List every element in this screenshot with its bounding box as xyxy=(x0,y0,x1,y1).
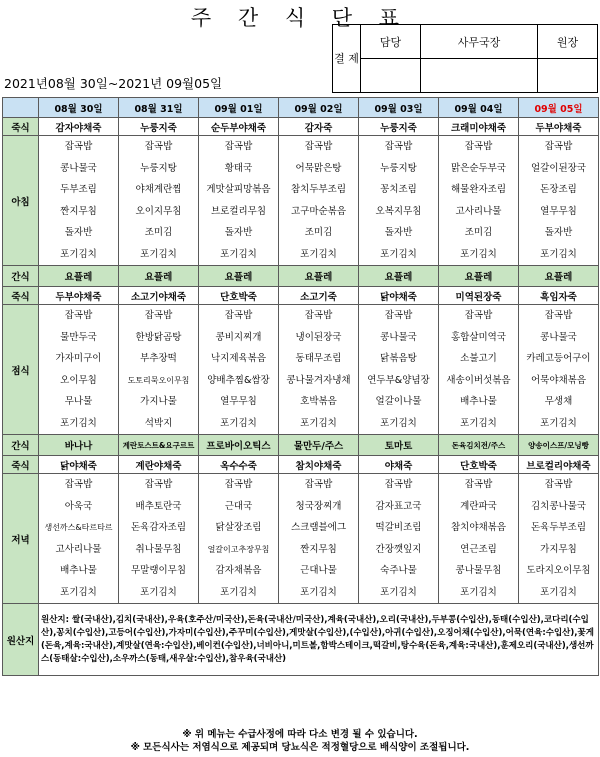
menu-cell: 프로바이오틱스 xyxy=(199,435,279,456)
dinner-row xyxy=(3,474,599,604)
menu-cell: 닭야채죽 xyxy=(39,456,119,474)
origin-info: 원산지: 쌀(국내산),김치(국내산),우육(호주산/미국산),돈육(국내산/미국산),계육(국내산),오리(국내산),두부콩(수입산),동태(수입산),코다리(수입산),꽁치(수입산),고등어(수입산),가자미(수입산),주꾸미(수입산),게맛살(수입산),(수입산),아귀(수입산),오징어채(수입산),어묵(연육:수입산),꽃게(돈육,계육:국내산),계맛살(연육:수입산),베이컨(수입산),너비아니,미트볼,함박스테이크,떡갈비,탕수육(돈육,계육:국내산),훈제오리(국내산),생선까스(동태살:수입산),소우까스(동태,새우살:수입산),참우육(국내산) xyxy=(39,604,599,676)
dish-item: 잡곡밥 xyxy=(304,310,333,321)
menu-cell xyxy=(359,474,439,604)
menu-cell: 양송이스프/모닝빵 xyxy=(519,435,599,456)
dish-item: 콩나물무침 xyxy=(455,565,502,576)
dish-item: 조미김 xyxy=(144,227,173,238)
row-label-lunch-soup: 죽식 xyxy=(3,287,39,305)
snack2-row xyxy=(3,435,599,456)
footer-notes xyxy=(0,728,600,754)
menu-cell: 브로컬리야채죽 xyxy=(519,456,599,474)
dish-item: 고사리나물 xyxy=(55,543,102,555)
menu-cell: 흑임자죽 xyxy=(519,287,599,305)
dish-item: 돌자반 xyxy=(384,227,413,238)
dish-item: 생선까스&타르타르 xyxy=(44,523,113,532)
dish-item: 돌자반 xyxy=(544,227,573,238)
dish-item: 배추나물 xyxy=(60,565,97,576)
dish-item: 배추나물 xyxy=(460,396,497,407)
dish-item: 잡곡밥 xyxy=(544,479,573,490)
dish-item: 잡곡밥 xyxy=(64,141,93,152)
dish-item: 포기김치 xyxy=(140,586,177,598)
menu-cell: 소고기야채죽 xyxy=(119,287,199,305)
dish-item: 오이무침 xyxy=(60,374,97,386)
menu-cell: 바나나 xyxy=(39,435,119,456)
dish-item: 콩비지찌개 xyxy=(215,331,262,343)
dish-item: 가지나물 xyxy=(140,396,177,407)
approval-sign-staff xyxy=(361,59,421,93)
note-line: ※ 모든식사는 저염식으로 제공되며 당뇨식은 적정혈당으로 배식양이 조절됩니다. xyxy=(130,742,470,753)
dish-item: 근대나물 xyxy=(300,565,337,576)
dish-item: 잡곡밥 xyxy=(304,141,333,152)
menu-cell xyxy=(119,136,199,266)
dish-item: 가지무침 xyxy=(540,543,577,555)
dish-item: 잡곡밥 xyxy=(224,310,253,321)
dish-item: 간장깻잎지 xyxy=(375,543,422,555)
menu-cell xyxy=(439,474,519,604)
dish-item: 포기김치 xyxy=(60,248,97,260)
day-header: 09월 03일 xyxy=(359,98,439,118)
row-label-dinner: 저녁 xyxy=(3,474,39,604)
dish-item: 감자표고국 xyxy=(375,500,422,512)
menu-cell xyxy=(199,474,279,604)
snack1-row xyxy=(3,266,599,287)
lunch-soup-row xyxy=(3,287,599,305)
dish-item: 잡곡밥 xyxy=(544,141,573,152)
dish-item: 잡곡밥 xyxy=(384,479,413,490)
dish-item: 짠지무침 xyxy=(300,543,337,555)
dish-item: 물만두국 xyxy=(60,331,97,343)
dish-item: 가자미구이 xyxy=(55,353,102,364)
dish-item: 잡곡밥 xyxy=(224,479,253,490)
day-header: 09월 04일 xyxy=(439,98,519,118)
approval-box xyxy=(332,24,598,93)
dish-item: 잡곡밥 xyxy=(144,141,173,152)
dish-item: 잡곡밥 xyxy=(64,479,93,490)
dish-item: 배추토란국 xyxy=(135,500,182,512)
row-label-snack1: 간식 xyxy=(3,266,39,287)
dish-item: 닭살장조림 xyxy=(215,522,262,533)
dish-item: 돈육감자조림 xyxy=(130,522,187,533)
dish-item: 포기김치 xyxy=(60,417,97,429)
dish-item: 잡곡밥 xyxy=(464,479,493,490)
menu-cell xyxy=(359,305,439,435)
dish-item: 무나물 xyxy=(64,396,93,407)
dish-item: 잡곡밥 xyxy=(224,141,253,152)
row-label-morning-soup: 죽식 xyxy=(3,118,39,136)
dish-item: 잡곡밥 xyxy=(304,479,333,490)
menu-cell: 요플레 xyxy=(519,266,599,287)
menu-cell xyxy=(519,474,599,604)
dish-item: 잡곡밥 xyxy=(464,141,493,152)
dish-item: 포기김치 xyxy=(380,417,417,429)
menu-cell xyxy=(439,305,519,435)
menu-cell: 야채죽 xyxy=(359,456,439,474)
note-line: ※ 위 메뉴는 수급사정에 따라 다소 변경 될 수 있습니다. xyxy=(182,729,418,740)
menu-cell xyxy=(39,136,119,266)
approval-label: 결 제 xyxy=(333,25,361,93)
dish-item: 야채계란찜 xyxy=(135,184,182,195)
menu-cell: 감자야채죽 xyxy=(39,118,119,136)
dish-item: 도토리묵오이무침 xyxy=(127,375,190,385)
dish-item: 무생채 xyxy=(544,396,573,407)
menu-cell: 두부야채죽 xyxy=(39,287,119,305)
dish-item: 꽁치조림 xyxy=(380,184,417,195)
dish-item: 조미김 xyxy=(464,227,493,238)
dish-item: 참치야채볶음 xyxy=(450,522,507,533)
dish-item: 호박볶음 xyxy=(300,396,337,407)
menu-cell xyxy=(519,305,599,435)
menu-cell: 물만두/주스 xyxy=(279,435,359,456)
dish-item: 청국장찌개 xyxy=(295,500,342,512)
dish-item: 고사리나물 xyxy=(455,205,502,217)
menu-cell xyxy=(119,474,199,604)
dish-item: 돌자반 xyxy=(64,227,93,238)
dish-item: 포기김치 xyxy=(460,417,497,429)
dish-item: 무말랭이무침 xyxy=(130,565,187,576)
dish-item: 떡갈비조림 xyxy=(375,522,422,533)
dish-item: 연근조림 xyxy=(460,543,497,555)
dish-item: 오복지무침 xyxy=(375,205,422,217)
menu-cell: 요플레 xyxy=(119,266,199,287)
dish-item: 잡곡밥 xyxy=(544,310,573,321)
menu-cell: 계란토스트&요구르트 xyxy=(119,435,199,456)
lunch-row xyxy=(3,305,599,435)
dish-item: 포기김치 xyxy=(460,586,497,598)
menu-cell: 순두부야채죽 xyxy=(199,118,279,136)
dish-item: 카레고등어구이 xyxy=(526,353,591,364)
dish-item: 포기김치 xyxy=(140,248,177,260)
page-title: 주 간 식 단 표 xyxy=(190,6,410,30)
dish-item: 포기김치 xyxy=(60,586,97,598)
dish-item: 포기김치 xyxy=(220,248,257,260)
dish-item: 포기김치 xyxy=(380,586,417,598)
dish-item: 누룽지탕 xyxy=(380,162,417,174)
dish-item: 스크램블에그 xyxy=(290,522,347,533)
approval-role-staff: 담당 xyxy=(361,25,421,59)
dish-item: 닭볶음탕 xyxy=(380,353,417,364)
menu-cell: 단호박죽 xyxy=(199,287,279,305)
row-label-snack2: 간식 xyxy=(3,435,39,456)
dish-item: 계란파국 xyxy=(460,500,497,512)
dish-item: 얼갈이나물 xyxy=(375,396,422,407)
menu-cell: 토마토 xyxy=(359,435,439,456)
menu-cell: 요플레 xyxy=(359,266,439,287)
menu-cell xyxy=(199,305,279,435)
dish-item: 낙지제육볶음 xyxy=(210,353,267,364)
dish-item: 포기김치 xyxy=(300,417,337,429)
dish-item: 오이지무침 xyxy=(135,205,182,217)
dish-item: 포기김치 xyxy=(540,417,577,429)
dish-item: 포기김치 xyxy=(540,586,577,598)
dish-item: 열무무침 xyxy=(540,205,577,217)
dish-item: 아욱국 xyxy=(64,500,93,512)
dish-item: 부추장떡 xyxy=(140,353,177,364)
menu-cell: 단호박죽 xyxy=(439,456,519,474)
row-label-origin: 원산지 xyxy=(3,604,39,676)
day-header: 08월 31일 xyxy=(119,98,199,118)
dish-item: 돈장조림 xyxy=(540,184,577,195)
dish-item: 숙주나물 xyxy=(380,565,417,576)
menu-cell xyxy=(279,474,359,604)
dish-item: 포기김치 xyxy=(220,586,257,598)
dish-item: 잡곡밥 xyxy=(64,310,93,321)
day-header: 08월 30일 xyxy=(39,98,119,118)
menu-cell: 누룽지죽 xyxy=(119,118,199,136)
day-header: 09월 02일 xyxy=(279,98,359,118)
menu-cell xyxy=(279,305,359,435)
dish-item: 연두부&양념장 xyxy=(367,374,430,386)
day-header: 09월 01일 xyxy=(199,98,279,118)
dish-item: 짠지무침 xyxy=(60,205,97,217)
dish-item: 게맛살피망볶음 xyxy=(206,184,271,195)
dish-item: 두부조림 xyxy=(60,184,97,195)
menu-cell: 누룽지죽 xyxy=(359,118,439,136)
menu-cell: 참치야채죽 xyxy=(279,456,359,474)
approval-role-director: 원장 xyxy=(538,25,598,59)
dish-item: 콩나물겨자냉채 xyxy=(286,374,351,386)
dish-item: 콩나물국 xyxy=(540,331,577,343)
menu-cell: 요플레 xyxy=(439,266,519,287)
origin-row xyxy=(3,604,599,676)
dish-item: 어묵맑은탕 xyxy=(295,162,342,174)
approval-sign-manager xyxy=(420,59,537,93)
dish-item: 한방닭곰탕 xyxy=(135,331,182,343)
menu-cell xyxy=(439,136,519,266)
menu-cell: 돈육김치전/주스 xyxy=(439,435,519,456)
menu-cell: 요플레 xyxy=(39,266,119,287)
dish-item: 잡곡밥 xyxy=(384,141,413,152)
dish-item: 잡곡밥 xyxy=(384,310,413,321)
dish-item: 냉이된장국 xyxy=(295,331,342,343)
menu-cell xyxy=(199,136,279,266)
dish-item: 어묵야채볶음 xyxy=(530,374,587,386)
dish-item: 조미김 xyxy=(304,227,333,238)
dish-item: 도라지오이무침 xyxy=(526,565,591,576)
header-corner xyxy=(3,98,39,118)
dish-item: 근대국 xyxy=(224,500,253,512)
menu-cell: 감자죽 xyxy=(279,118,359,136)
dish-item: 얼갈이고추장무침 xyxy=(207,544,270,554)
row-label-breakfast: 아침 xyxy=(3,136,39,266)
dish-item: 맑은순두부국 xyxy=(450,162,507,174)
menu-cell xyxy=(119,305,199,435)
dish-item: 포기김치 xyxy=(460,248,497,260)
dish-item: 해물완자조림 xyxy=(450,184,507,195)
dish-item: 포기김치 xyxy=(300,248,337,260)
breakfast-row xyxy=(3,136,599,266)
approval-role-manager: 사무국장 xyxy=(420,25,537,59)
dish-item: 홍합살미역국 xyxy=(450,331,507,343)
dish-item: 브로컬리무침 xyxy=(210,205,267,217)
dinner-soup-row xyxy=(3,456,599,474)
menu-cell: 요플레 xyxy=(279,266,359,287)
dish-item: 돈육두부조림 xyxy=(530,522,587,533)
dish-item: 감자채볶음 xyxy=(215,565,262,576)
menu-cell: 크래미야채죽 xyxy=(439,118,519,136)
dish-item: 열무무침 xyxy=(220,396,257,407)
dish-item: 양배추찜&쌈장 xyxy=(207,374,270,386)
menu-cell xyxy=(279,136,359,266)
menu-cell: 미역된장죽 xyxy=(439,287,519,305)
dish-item: 콩나물국 xyxy=(60,162,97,174)
dish-item: 취나물무침 xyxy=(135,543,182,555)
menu-cell: 계란야채죽 xyxy=(119,456,199,474)
dish-item: 김치콩나물국 xyxy=(530,500,587,512)
weekly-menu-table xyxy=(2,97,599,676)
row-label-lunch: 점식 xyxy=(3,305,39,435)
dish-item: 잡곡밥 xyxy=(144,479,173,490)
date-range: 2021년08월 30일~2021년 09월05일 xyxy=(4,76,223,91)
dish-item: 잡곡밥 xyxy=(144,310,173,321)
dish-item: 돌자반 xyxy=(224,227,253,238)
menu-cell: 옥수수죽 xyxy=(199,456,279,474)
dish-item: 참치두부조림 xyxy=(290,184,347,195)
menu-cell: 닭야채죽 xyxy=(359,287,439,305)
menu-cell: 요플레 xyxy=(199,266,279,287)
dish-item: 소불고기 xyxy=(460,353,497,364)
menu-cell xyxy=(519,136,599,266)
dish-item: 포기김치 xyxy=(300,586,337,598)
dish-item: 잡곡밥 xyxy=(464,310,493,321)
dish-item: 콩나물국 xyxy=(380,331,417,343)
dish-item: 석박지 xyxy=(144,417,173,429)
menu-cell xyxy=(359,136,439,266)
dish-item: 포기김치 xyxy=(380,248,417,260)
morning-soup-row xyxy=(3,118,599,136)
approval-sign-director xyxy=(538,59,598,93)
dish-item: 고구마순볶음 xyxy=(290,205,347,217)
day-header: 09월 05일 xyxy=(519,98,599,118)
dish-item: 얼갈이된장국 xyxy=(530,162,587,174)
dish-item: 황태국 xyxy=(224,162,253,174)
dish-item: 동태무조림 xyxy=(295,353,342,364)
day-header-row xyxy=(3,98,599,118)
menu-cell xyxy=(39,305,119,435)
menu-cell: 두부야채죽 xyxy=(519,118,599,136)
menu-cell xyxy=(39,474,119,604)
menu-cell: 소고기죽 xyxy=(279,287,359,305)
dish-item: 새송이버섯볶음 xyxy=(446,374,511,386)
row-label-dinner-soup: 죽식 xyxy=(3,456,39,474)
dish-item: 포기김치 xyxy=(540,248,577,260)
dish-item: 누룽지탕 xyxy=(140,162,177,174)
dish-item: 포기김치 xyxy=(220,417,257,429)
